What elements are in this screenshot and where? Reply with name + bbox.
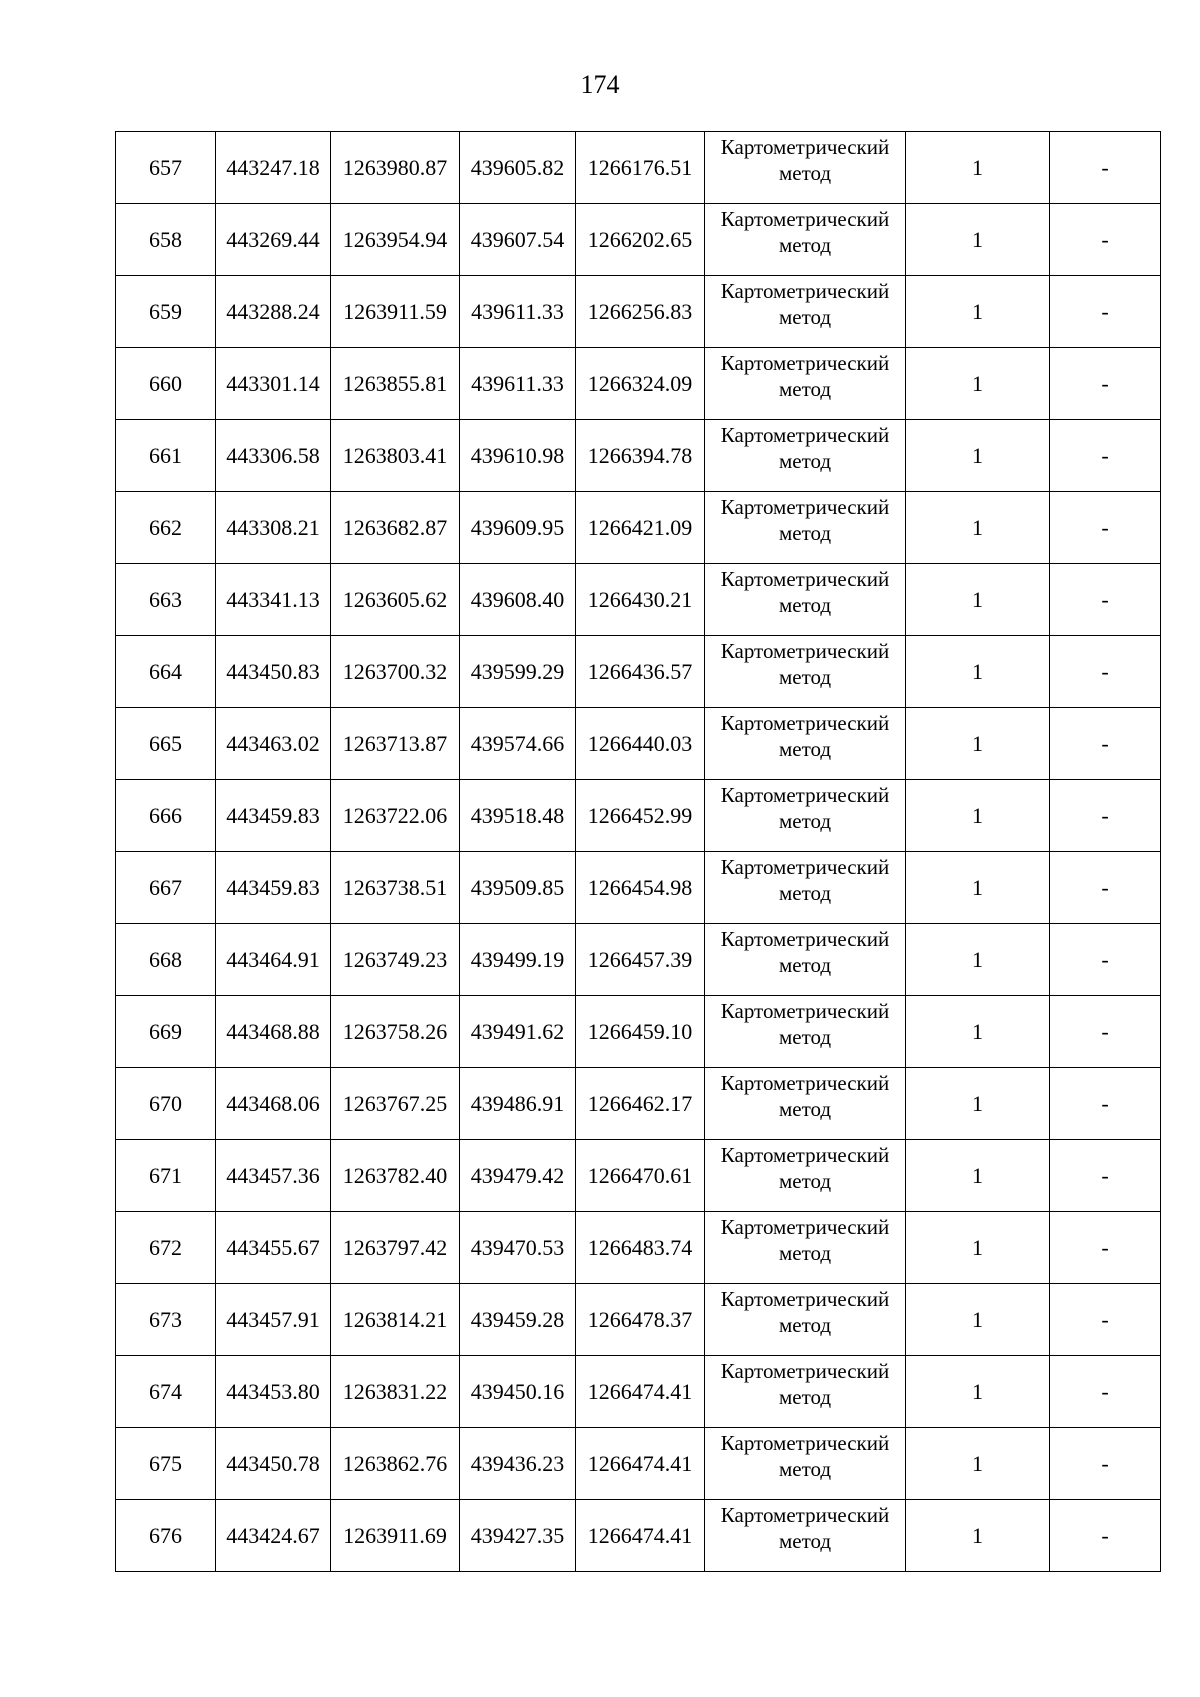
method-cell (705, 1212, 906, 1284)
method-line-1: Картометрический (720, 1359, 890, 1383)
point-number-cell: 672 (116, 1212, 216, 1284)
x-coordinate-cell: 443288.24 (216, 276, 331, 348)
table-row (116, 1068, 1161, 1140)
method-cell (705, 132, 906, 204)
accuracy-cell: 1 (906, 996, 1050, 1068)
y2-coordinate-cell: 1266457.39 (576, 924, 705, 996)
note-cell: - (1050, 1500, 1161, 1572)
accuracy-cell: 1 (906, 348, 1050, 420)
x2-coordinate-cell: 439436.23 (460, 1428, 576, 1500)
accuracy-cell: 1 (906, 780, 1050, 852)
y2-coordinate-cell: 1266421.09 (576, 492, 705, 564)
method-line-1: Картометрический (720, 567, 890, 591)
accuracy-cell: 1 (906, 1428, 1050, 1500)
point-number-cell: 669 (116, 996, 216, 1068)
note-cell: - (1050, 204, 1161, 276)
method-cell (705, 348, 906, 420)
table-row (116, 852, 1161, 924)
note-cell: - (1050, 492, 1161, 564)
y-coordinate-cell: 1263722.06 (331, 780, 460, 852)
table-row (116, 1284, 1161, 1356)
table-row (116, 1428, 1161, 1500)
x-coordinate-cell: 443459.83 (216, 852, 331, 924)
table-row (116, 204, 1161, 276)
table-row (116, 276, 1161, 348)
table-body (116, 132, 1161, 1572)
y-coordinate-cell: 1263911.59 (331, 276, 460, 348)
note-cell: - (1050, 1068, 1161, 1140)
method-cell (705, 924, 906, 996)
note-cell: - (1050, 852, 1161, 924)
y-coordinate-cell: 1263855.81 (331, 348, 460, 420)
method-line-1: Картометрический (720, 1071, 890, 1095)
x-coordinate-cell: 443424.67 (216, 1500, 331, 1572)
x2-coordinate-cell: 439427.35 (460, 1500, 576, 1572)
method-line-2: метод (778, 1241, 832, 1265)
x2-coordinate-cell: 439611.33 (460, 276, 576, 348)
y2-coordinate-cell: 1266478.37 (576, 1284, 705, 1356)
method-line-1: Картометрический (720, 783, 890, 807)
y-coordinate-cell: 1263803.41 (331, 420, 460, 492)
x2-coordinate-cell: 439574.66 (460, 708, 576, 780)
y2-coordinate-cell: 1266474.41 (576, 1500, 705, 1572)
point-number-cell: 665 (116, 708, 216, 780)
method-cell (705, 420, 906, 492)
method-cell (705, 780, 906, 852)
y-coordinate-cell: 1263814.21 (331, 1284, 460, 1356)
table-row (116, 996, 1161, 1068)
x2-coordinate-cell: 439611.33 (460, 348, 576, 420)
y2-coordinate-cell: 1266459.10 (576, 996, 705, 1068)
x-coordinate-cell: 443247.18 (216, 132, 331, 204)
x-coordinate-cell: 443464.91 (216, 924, 331, 996)
accuracy-cell: 1 (906, 276, 1050, 348)
y-coordinate-cell: 1263911.69 (331, 1500, 460, 1572)
page-number: 174 (580, 70, 620, 99)
x-coordinate-cell: 443463.02 (216, 708, 331, 780)
method-line-2: метод (778, 737, 832, 761)
y2-coordinate-cell: 1266324.09 (576, 348, 705, 420)
x2-coordinate-cell: 439470.53 (460, 1212, 576, 1284)
y2-coordinate-cell: 1266462.17 (576, 1068, 705, 1140)
method-cell (705, 1140, 906, 1212)
method-line-1: Картометрический (720, 927, 890, 951)
method-cell (705, 1284, 906, 1356)
y2-coordinate-cell: 1266483.74 (576, 1212, 705, 1284)
y2-coordinate-cell: 1266394.78 (576, 420, 705, 492)
point-number-cell: 661 (116, 420, 216, 492)
method-line-2: метод (778, 449, 832, 473)
x-coordinate-cell: 443308.21 (216, 492, 331, 564)
x2-coordinate-cell: 439608.40 (460, 564, 576, 636)
accuracy-cell: 1 (906, 636, 1050, 708)
x-coordinate-cell: 443468.06 (216, 1068, 331, 1140)
method-line-2: метод (778, 809, 832, 833)
accuracy-cell: 1 (906, 564, 1050, 636)
accuracy-cell: 1 (906, 708, 1050, 780)
y-coordinate-cell: 1263713.87 (331, 708, 460, 780)
x-coordinate-cell: 443468.88 (216, 996, 331, 1068)
x2-coordinate-cell: 439499.19 (460, 924, 576, 996)
method-cell (705, 636, 906, 708)
y2-coordinate-cell: 1266436.57 (576, 636, 705, 708)
table-row (116, 1500, 1161, 1572)
method-cell (705, 852, 906, 924)
method-line-2: метод (778, 1529, 832, 1553)
point-number-cell: 675 (116, 1428, 216, 1500)
x-coordinate-cell: 443301.14 (216, 348, 331, 420)
x-coordinate-cell: 443455.67 (216, 1212, 331, 1284)
method-line-1: Картометрический (720, 495, 890, 519)
y-coordinate-cell: 1263797.42 (331, 1212, 460, 1284)
note-cell: - (1050, 1212, 1161, 1284)
table-row (116, 636, 1161, 708)
y2-coordinate-cell: 1266454.98 (576, 852, 705, 924)
method-line-2: метод (778, 593, 832, 617)
note-cell: - (1050, 1284, 1161, 1356)
x-coordinate-cell: 443306.58 (216, 420, 331, 492)
method-line-1: Картометрический (720, 279, 890, 303)
x2-coordinate-cell: 439491.62 (460, 996, 576, 1068)
method-cell (705, 564, 906, 636)
method-cell (705, 492, 906, 564)
y-coordinate-cell: 1263749.23 (331, 924, 460, 996)
method-cell (705, 708, 906, 780)
point-number-cell: 673 (116, 1284, 216, 1356)
note-cell: - (1050, 924, 1161, 996)
y-coordinate-cell: 1263954.94 (331, 204, 460, 276)
note-cell: - (1050, 780, 1161, 852)
y2-coordinate-cell: 1266440.03 (576, 708, 705, 780)
table-row (116, 924, 1161, 996)
method-line-1: Картометрический (720, 1503, 890, 1527)
note-cell: - (1050, 1140, 1161, 1212)
y2-coordinate-cell: 1266430.21 (576, 564, 705, 636)
point-number-cell: 662 (116, 492, 216, 564)
table-row (116, 708, 1161, 780)
x-coordinate-cell: 443459.83 (216, 780, 331, 852)
method-line-1: Картометрический (720, 711, 890, 735)
method-cell (705, 996, 906, 1068)
x-coordinate-cell: 443457.91 (216, 1284, 331, 1356)
y2-coordinate-cell: 1266470.61 (576, 1140, 705, 1212)
note-cell: - (1050, 564, 1161, 636)
y2-coordinate-cell: 1266474.41 (576, 1428, 705, 1500)
x-coordinate-cell: 443453.80 (216, 1356, 331, 1428)
accuracy-cell: 1 (906, 492, 1050, 564)
method-line-2: метод (778, 1385, 832, 1409)
y-coordinate-cell: 1263605.62 (331, 564, 460, 636)
method-line-2: метод (778, 1169, 832, 1193)
x2-coordinate-cell: 439518.48 (460, 780, 576, 852)
y2-coordinate-cell: 1266256.83 (576, 276, 705, 348)
method-cell (705, 204, 906, 276)
x2-coordinate-cell: 439486.91 (460, 1068, 576, 1140)
method-line-2: метод (778, 1457, 832, 1481)
method-line-2: метод (778, 161, 832, 185)
method-cell (705, 1500, 906, 1572)
method-line-1: Картометрический (720, 135, 890, 159)
method-line-1: Картометрический (720, 1143, 890, 1167)
method-line-1: Картометрический (720, 1215, 890, 1239)
point-number-cell: 660 (116, 348, 216, 420)
accuracy-cell: 1 (906, 420, 1050, 492)
note-cell: - (1050, 708, 1161, 780)
y-coordinate-cell: 1263980.87 (331, 132, 460, 204)
x2-coordinate-cell: 439509.85 (460, 852, 576, 924)
method-line-2: метод (778, 953, 832, 977)
note-cell: - (1050, 996, 1161, 1068)
y2-coordinate-cell: 1266474.41 (576, 1356, 705, 1428)
accuracy-cell: 1 (906, 852, 1050, 924)
y-coordinate-cell: 1263767.25 (331, 1068, 460, 1140)
table-row (116, 1212, 1161, 1284)
accuracy-cell: 1 (906, 1356, 1050, 1428)
y2-coordinate-cell: 1266202.65 (576, 204, 705, 276)
point-number-cell: 658 (116, 204, 216, 276)
accuracy-cell: 1 (906, 1140, 1050, 1212)
point-number-cell: 676 (116, 1500, 216, 1572)
coordinates-table (115, 131, 1161, 1572)
method-line-1: Картометрический (720, 207, 890, 231)
x2-coordinate-cell: 439609.95 (460, 492, 576, 564)
x-coordinate-cell: 443450.83 (216, 636, 331, 708)
accuracy-cell: 1 (906, 1212, 1050, 1284)
method-line-1: Картометрический (720, 1431, 890, 1455)
point-number-cell: 674 (116, 1356, 216, 1428)
method-line-1: Картометрический (720, 423, 890, 447)
x2-coordinate-cell: 439459.28 (460, 1284, 576, 1356)
method-cell (705, 276, 906, 348)
method-line-2: метод (778, 377, 832, 401)
point-number-cell: 667 (116, 852, 216, 924)
method-line-2: метод (778, 1025, 832, 1049)
x2-coordinate-cell: 439605.82 (460, 132, 576, 204)
accuracy-cell: 1 (906, 1068, 1050, 1140)
method-line-2: метод (778, 665, 832, 689)
method-line-1: Картометрический (720, 351, 890, 375)
y-coordinate-cell: 1263831.22 (331, 1356, 460, 1428)
table-row (116, 348, 1161, 420)
table-row (116, 1356, 1161, 1428)
point-number-cell: 666 (116, 780, 216, 852)
x-coordinate-cell: 443341.13 (216, 564, 331, 636)
x2-coordinate-cell: 439607.54 (460, 204, 576, 276)
method-line-2: метод (778, 233, 832, 257)
method-line-1: Картометрический (720, 1287, 890, 1311)
table-row (116, 492, 1161, 564)
table-row (116, 132, 1161, 204)
point-number-cell: 659 (116, 276, 216, 348)
method-line-2: метод (778, 521, 832, 545)
x2-coordinate-cell: 439479.42 (460, 1140, 576, 1212)
y-coordinate-cell: 1263682.87 (331, 492, 460, 564)
x2-coordinate-cell: 439599.29 (460, 636, 576, 708)
y2-coordinate-cell: 1266176.51 (576, 132, 705, 204)
accuracy-cell: 1 (906, 132, 1050, 204)
point-number-cell: 657 (116, 132, 216, 204)
x-coordinate-cell: 443457.36 (216, 1140, 331, 1212)
x-coordinate-cell: 443450.78 (216, 1428, 331, 1500)
table-row (116, 564, 1161, 636)
x2-coordinate-cell: 439610.98 (460, 420, 576, 492)
note-cell: - (1050, 132, 1161, 204)
y-coordinate-cell: 1263738.51 (331, 852, 460, 924)
accuracy-cell: 1 (906, 1284, 1050, 1356)
note-cell: - (1050, 636, 1161, 708)
method-cell (705, 1068, 906, 1140)
note-cell: - (1050, 276, 1161, 348)
y-coordinate-cell: 1263782.40 (331, 1140, 460, 1212)
x2-coordinate-cell: 439450.16 (460, 1356, 576, 1428)
point-number-cell: 671 (116, 1140, 216, 1212)
note-cell: - (1050, 348, 1161, 420)
method-line-1: Картометрический (720, 999, 890, 1023)
y2-coordinate-cell: 1266452.99 (576, 780, 705, 852)
note-cell: - (1050, 1356, 1161, 1428)
note-cell: - (1050, 420, 1161, 492)
point-number-cell: 663 (116, 564, 216, 636)
method-cell (705, 1356, 906, 1428)
accuracy-cell: 1 (906, 924, 1050, 996)
method-line-1: Картометрический (720, 639, 890, 663)
y-coordinate-cell: 1263758.26 (331, 996, 460, 1068)
method-line-2: метод (778, 305, 832, 329)
method-line-2: метод (778, 1313, 832, 1337)
y-coordinate-cell: 1263700.32 (331, 636, 460, 708)
point-number-cell: 668 (116, 924, 216, 996)
point-number-cell: 670 (116, 1068, 216, 1140)
point-number-cell: 664 (116, 636, 216, 708)
table-row (116, 420, 1161, 492)
y-coordinate-cell: 1263862.76 (331, 1428, 460, 1500)
method-line-2: метод (778, 1097, 832, 1121)
table-row (116, 1140, 1161, 1212)
accuracy-cell: 1 (906, 204, 1050, 276)
x-coordinate-cell: 443269.44 (216, 204, 331, 276)
accuracy-cell: 1 (906, 1500, 1050, 1572)
note-cell: - (1050, 1428, 1161, 1500)
method-cell (705, 1428, 906, 1500)
method-line-2: метод (778, 881, 832, 905)
method-line-1: Картометрический (720, 855, 890, 879)
table-row (116, 780, 1161, 852)
